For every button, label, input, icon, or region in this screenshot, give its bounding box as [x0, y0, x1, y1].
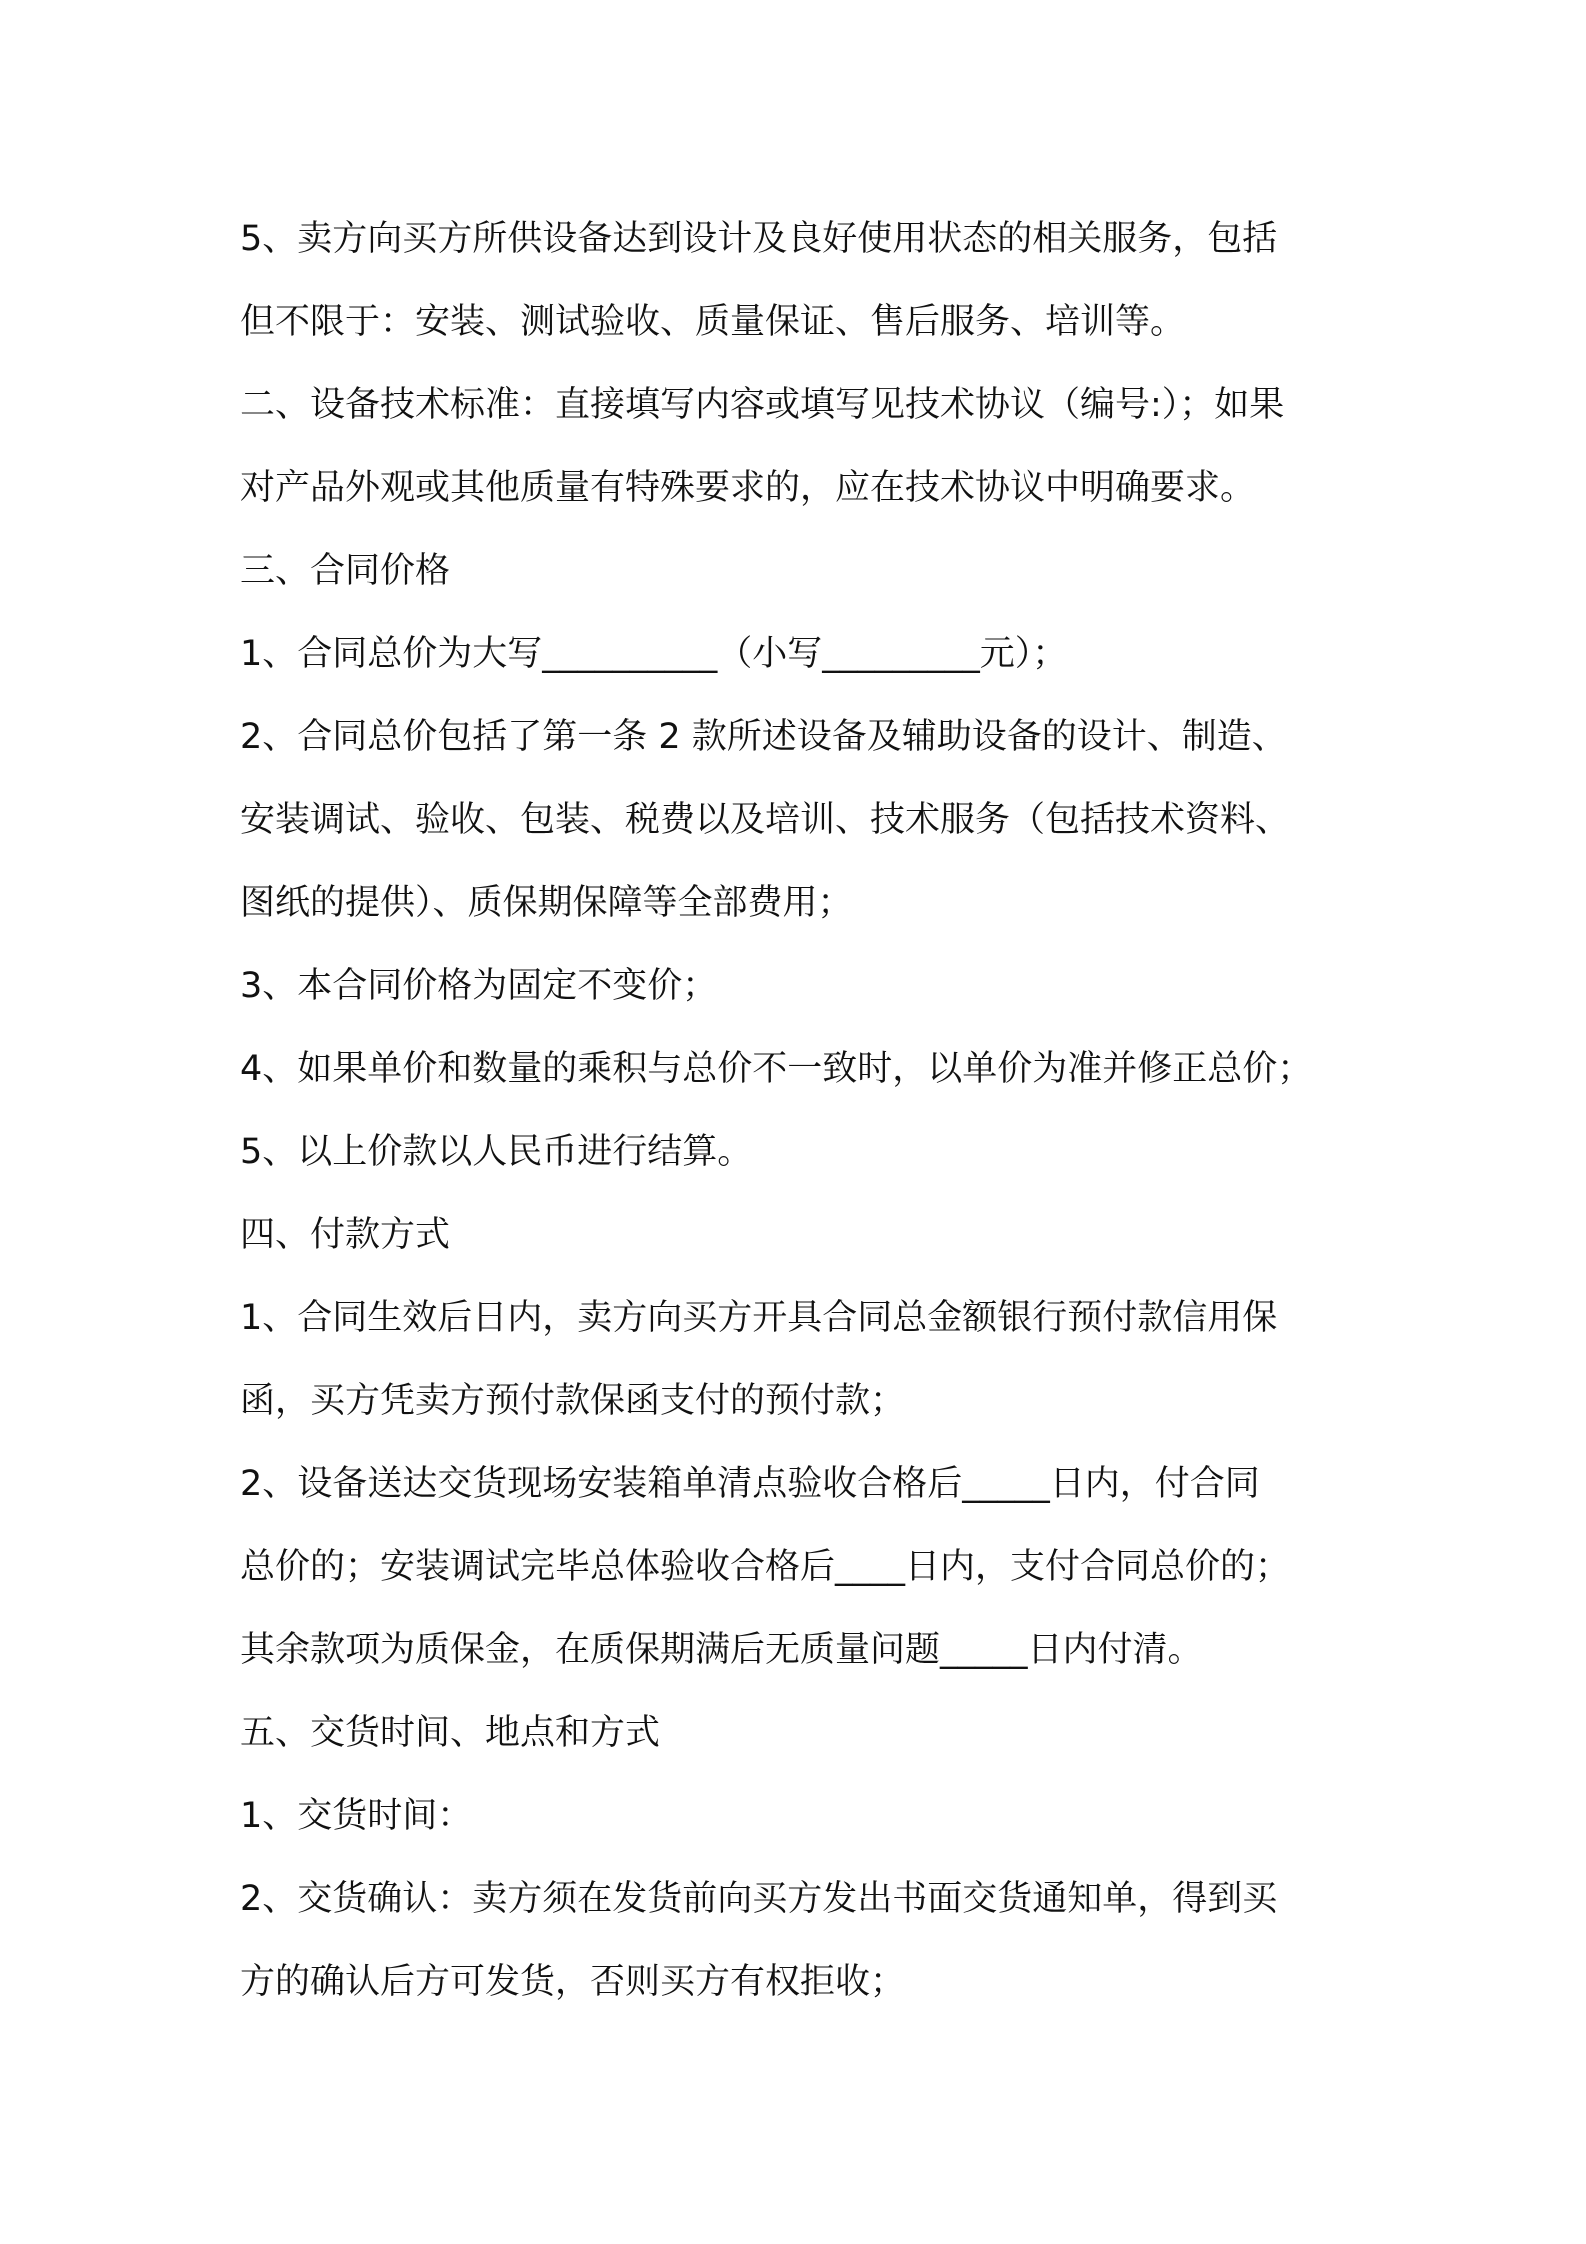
text-line: 1、合同总价为大写__________（小写_________元）；: [240, 634, 1068, 674]
text-line: 对产品外观或其他质量有特殊要求的，应在技术协议中明确要求。: [240, 468, 1256, 508]
text-line: 方的确认后方可发货，否则买方有权拒收；: [240, 1962, 906, 2002]
text-line: 2、设备送达交货现场安装箱单清点验收合格后_____日内，付合同: [240, 1464, 1260, 1504]
text-line: 5、卖方向买方所供设备达到设计及良好使用状态的相关服务，包括: [240, 219, 1278, 259]
section-heading: 五、交货时间、地点和方式: [240, 1713, 661, 1753]
document-body: [240, 198, 1370, 2024]
section-heading: 三、合同价格: [240, 551, 451, 591]
text-line: 2、交货确认：卖方须在发货前向买方发出书面交货通知单，得到买: [240, 1879, 1278, 1919]
text-line: 安装调试、验收、包装、税费以及培训、技术服务（包括技术资料、: [240, 800, 1291, 840]
text-line: 图纸的提供）、质保期保障等全部费用；: [240, 883, 853, 923]
text-line: 5、以上价款以人民币进行结算。: [240, 1132, 753, 1172]
text-line: 1、合同生效后日内，卖方向买方开具合同总金额银行预付款信用保: [240, 1298, 1278, 1338]
text-line: 函，买方凭卖方预付款保函支付的预付款；: [240, 1381, 906, 1421]
text-line: 3、本合同价格为固定不变价；: [240, 966, 718, 1006]
text-line: 但不限于：安装、测试验收、质量保证、售后服务、培训等。: [240, 302, 1186, 342]
text-line: 总价的；安装调试完毕总体验收合格后____日内，支付合同总价的；: [240, 1547, 1291, 1587]
text-line: 1、交货时间：: [240, 1796, 473, 1836]
text-line: 二、设备技术标准：直接填写内容或填写见技术协议（编号:）；如果: [240, 385, 1285, 425]
section-heading: 四、付款方式: [240, 1215, 451, 1255]
text-line: 其余款项为质保金，在质保期满后无质量问题_____日内付清。: [240, 1630, 1203, 1670]
text-line: 2、合同总价包括了第一条 2 款所述设备及辅助设备的设计、制造、: [240, 717, 1287, 757]
text-line: 4、如果单价和数量的乘积与总价不一致时，以单价为准并修正总价；: [240, 1049, 1313, 1089]
